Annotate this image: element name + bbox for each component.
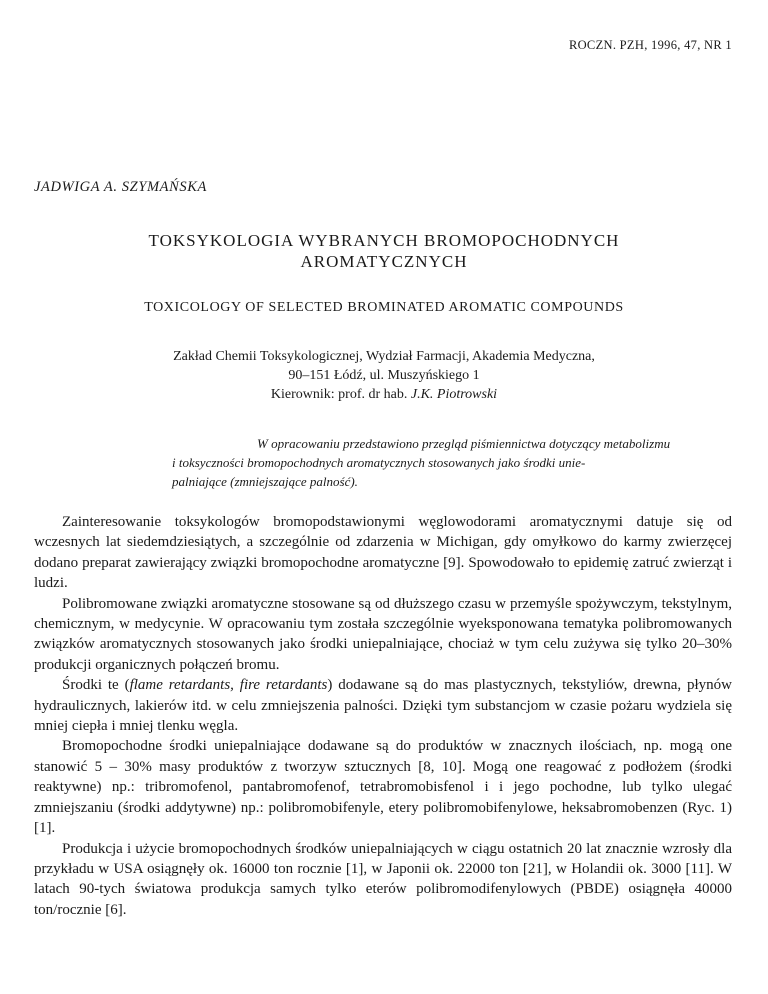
article-title-english: TOXICOLOGY OF SELECTED BROMINATED AROMATIC COMPOUNDS [144,300,624,315]
author-name: JADWIGA A. SZYMAŃSKA [34,179,207,195]
title-pl-line-2: AROMATYCZNYCH [300,252,468,271]
abstract [172,434,732,491]
article-title-polish [0,230,768,272]
affiliation [0,347,768,404]
head-prefix: Kierownik: prof. dr hab. [270,387,411,402]
affiliation-line-1: Zakład Chemii Toksykologicznej, Wydział Farmacji, Akademia Medyczna, [173,349,595,364]
head-name: J.K. Piotrowski [410,387,498,402]
affiliation-head [0,385,768,404]
abstract-line-1: W opracowaniu przedstawiono przegląd piśmiennictwa dotyczący metabolizmu [257,436,671,451]
body-text [34,512,732,920]
paragraph-5: Produkcja i użycie bromopochodnych środków uniepalniających w ciągu ostatnich 20 lat znacznie wzrosły dla przykładu w USA osiągnęły ok. 16000 ton rocznie [1], w Japonii ok. 22000 ton [21], w Holandii ok. 3000 [11]. W latach 90-tych światowa produkcja samych tylko eterów polibromodifenylowych (PBDE) osiągnęła 40000 ton/rocznie [6]. [34,840,732,918]
paragraph-1: Zainteresowanie toksykologów bromopodstawionymi węglowodorami aromatycznymi datuje się od wczesnych lat siedemdziesiątych, a szczególnie od zdarzenia w Michigan, gdy omyłkowo do karmy zwierzęcej dodano preparat zawierający związki bromopochodne aromatyczne [9]. Spowodowało to epidemię zatruć zwierząt i ludzi. [34,514,732,592]
abstract-line-3: palniające (zmniejszające palność). [172,474,358,489]
journal-reference: ROCZN. PZH, 1996, 47, NR 1 [568,38,732,52]
paragraph-4: Bromopochodne środki uniepalniające dodawane są do produktów w znacznych ilościach, np. mogą one stanowić 5 – 30% masy produktów z tworzyw sztucznych [8, 10]. Mogą one reagować z podłożem (środki reaktywne) np.: tribromofenol, pantabromofenof, tetrabromobisfenol i i jego pochodne, lub tylko ulegać zmniejszaniu (środki addytywne) np.: polibromobifenyle, etery polibromobifenylowe, heksabromobenzen (Ryc. 1) [1]. [34,738,732,837]
paragraph-2: Polibromowane związki aromatyczne stosowane są od dłuższego czasu w przemyśle spożywczym, tekstylnym, chemicznym, w medycynie. W opracowaniu tym została szczególnie wyeksponowana tematyka polibromowanych związków aromatycznych stosowanych jako środki uniepalniające, chociaż w tym celu zużywa się tylko 20–30% produkcji organicznych połączeń bromu. [34,595,732,673]
title-pl-line-1: TOKSYKOLOGIA WYBRANYCH BROMOPOCHODNYCH [148,231,620,250]
paragraph-3: Środki te (flame retardants, fire retardants) dodawane są do mas plastycznych, tekstyliów, drewna, płynów hydraulicznych, lakierów itd. w celu zmniejszenia palności. Dzięki tym substancjom w czasie pożaru wydziela się mniej ciepła i mniej tlenku węgla. [34,677,732,735]
abstract-line-2: i toksyczności bromopochodnych aromatycznych stosowanych jako środki unie- [172,455,586,470]
affiliation-line-2: 90–151 Łódź, ul. Muszyńskiego 1 [288,368,480,383]
